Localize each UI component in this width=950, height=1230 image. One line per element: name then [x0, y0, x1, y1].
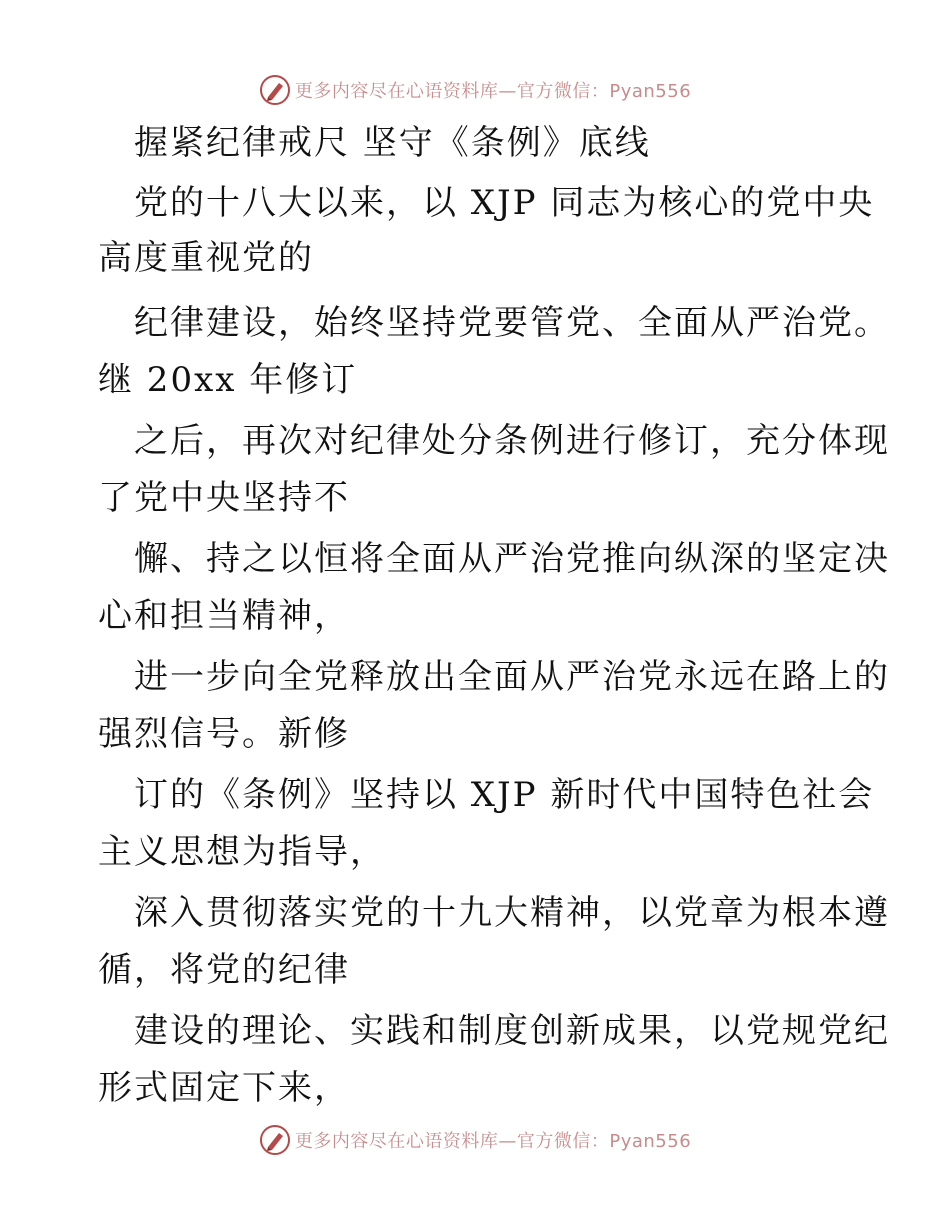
paragraph-line: 懈、持之以恒将全面从严治党推向纵深的坚定决	[134, 539, 890, 579]
paragraph-line: 循，将党的纪律	[98, 950, 350, 990]
paragraph-line: 心和担当精神，	[98, 596, 350, 636]
pen-logo-icon	[259, 74, 291, 106]
banner-text: 更多内容尽在心语资料库—官方微信：Pyan556	[294, 1131, 692, 1152]
paragraph-line: 进一步向全党释放出全面从严治党永远在路上的	[134, 657, 890, 697]
pen-logo-icon	[259, 1124, 291, 1156]
paragraph-line: 党的十八大以来，以 XJP 同志为核心的党中央	[134, 183, 875, 223]
banner-text: 更多内容尽在心语资料库—官方微信：Pyan556	[294, 81, 692, 102]
paragraph-line: 了党中央坚持不	[98, 478, 350, 518]
paragraph-line: 建设的理论、实践和制度创新成果，以党规党纪	[134, 1011, 890, 1051]
paragraph-line: 形式固定下来，	[98, 1068, 350, 1108]
footer-banner	[0, 1120, 950, 1160]
document-title: 握紧纪律戒尺 坚守《条例》底线	[134, 123, 651, 163]
paragraph-line: 之后，再次对纪律处分条例进行修订，充分体现	[134, 421, 890, 461]
paragraph-line: 深入贯彻落实党的十九大精神，以党章为根本遵	[134, 893, 890, 933]
paragraph-line: 继 20xx 年修订	[98, 360, 358, 400]
paragraph-line: 纪律建设，始终坚持党要管党、全面从严治党。	[134, 303, 890, 343]
header-banner	[0, 70, 950, 110]
paragraph-line: 强烈信号。新修	[98, 714, 350, 754]
paragraph-line: 订的《条例》坚持以 XJP 新时代中国特色社会	[134, 775, 875, 815]
paragraph-line: 高度重视党的	[98, 238, 314, 278]
paragraph-line: 主义思想为指导，	[98, 832, 386, 872]
